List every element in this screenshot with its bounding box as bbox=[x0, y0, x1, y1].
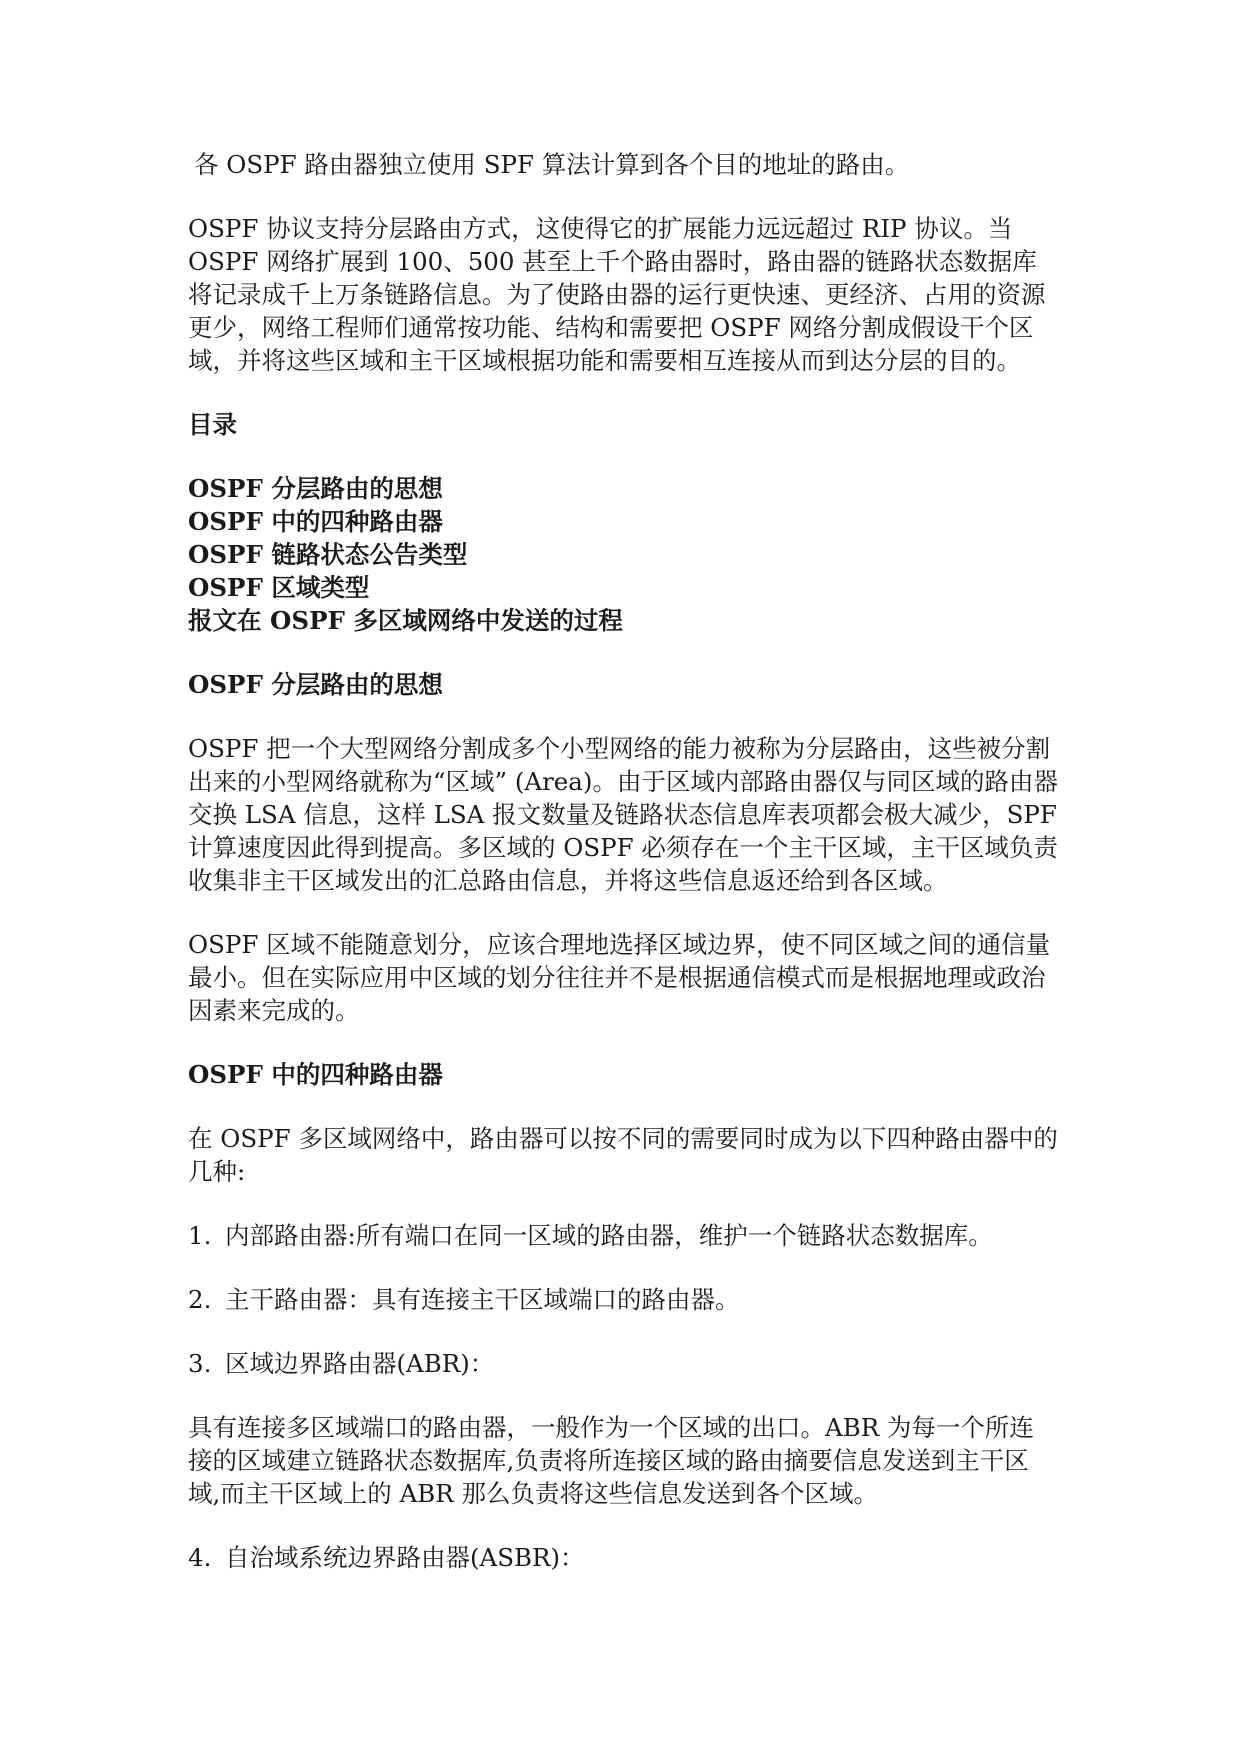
list-text: 内部路由器:所有端口在同一区域的路由器，维护一个链路状态数据库。 bbox=[225, 1221, 993, 1250]
section-paragraph: OSPF 区域不能随意划分，应该合理地选择区域边界，使不同区域之间的通信量最小。但在实际应用中区域的划分往往并不是根据通信模式而是根据地理或政治因素来完成的。 bbox=[188, 930, 1051, 1025]
intro-paragraph: 各 OSPF 路由器独立使用 SPF 算法计算到各个目的地址的路由。 bbox=[194, 150, 910, 179]
list-number: 1. bbox=[188, 1221, 212, 1250]
list-item bbox=[188, 1541, 1058, 1574]
section-paragraph: OSPF 把一个大型网络分割成多个小型网络的能力被称为分层路由，这些被分割出来的小型网络就称为“区域” (Area)。由于区域内部路由器仅与同区域的路由器交换 LSA 信息，这样 LSA 报文数量及链路状态信息库表项都会极大减少，SPF 计算速度因此得到提高。多区域的 OSPF 必须存在一个主干区域，主干区域负责收集非主干区域发出的汇总路由信息，并将这些信息返还给到各区域。 bbox=[188, 734, 1058, 895]
list-item bbox=[188, 1347, 1058, 1380]
toc-item[interactable]: 报文在 OSPF 多区域网络中发送的过程 bbox=[188, 606, 623, 635]
list-item bbox=[188, 1219, 1058, 1252]
list-text: 自治域系统边界路由器(ASBR)： bbox=[225, 1543, 585, 1572]
abr-description: 具有连接多区域端口的路由器，一般作为一个区域的出口。ABR 为每一个所连接的区域建立链路状态数据库,负责将所连接区域的路由摘要信息发送到主干区域,而主干区域上的 ABR 那么负责将这些信息发送到各个区域。 bbox=[188, 1413, 1034, 1508]
table-of-contents bbox=[188, 472, 1058, 637]
section-heading: OSPF 分层路由的思想 bbox=[188, 670, 443, 699]
toc-item[interactable]: OSPF 分层路由的思想 bbox=[188, 474, 443, 503]
list-text: 主干路由器：具有连接主干区域端口的路由器。 bbox=[225, 1285, 740, 1314]
list-text: 区域边界路由器(ABR)： bbox=[225, 1349, 495, 1378]
toc-item[interactable]: OSPF 区域类型 bbox=[188, 573, 370, 602]
toc-title: 目录 bbox=[188, 410, 237, 439]
toc-item[interactable]: OSPF 链路状态公告类型 bbox=[188, 540, 468, 569]
list-number: 4. bbox=[188, 1543, 212, 1572]
section-paragraph: 在 OSPF 多区域网络中，路由器可以按不同的需要同时成为以下四种路由器中的几种: bbox=[188, 1124, 1058, 1186]
list-item bbox=[188, 1283, 1058, 1316]
ospf-overview-paragraph: OSPF 协议支持分层路由方式，这使得它的扩展能力远远超过 RIP 协议。当 OSPF 网络扩展到 100、500 甚至上千个路由器时，路由器的链路状态数据库将记录成千上万条链路信息。为了使路由器的运行更快速、更经济、占用的资源更少，网络工程师们通常按功能、结构和需要把 OSPF 网络分割成假设干个区域，并将这些区域和主干区域根据功能和需要相互连接从而到达分层的目的。 bbox=[188, 214, 1046, 375]
list-number: 2. bbox=[188, 1285, 212, 1314]
section-heading: OSPF 中的四种路由器 bbox=[188, 1060, 443, 1089]
list-number: 3. bbox=[188, 1349, 212, 1378]
document-page bbox=[188, 148, 1058, 1605]
toc-item[interactable]: OSPF 中的四种路由器 bbox=[188, 507, 443, 536]
